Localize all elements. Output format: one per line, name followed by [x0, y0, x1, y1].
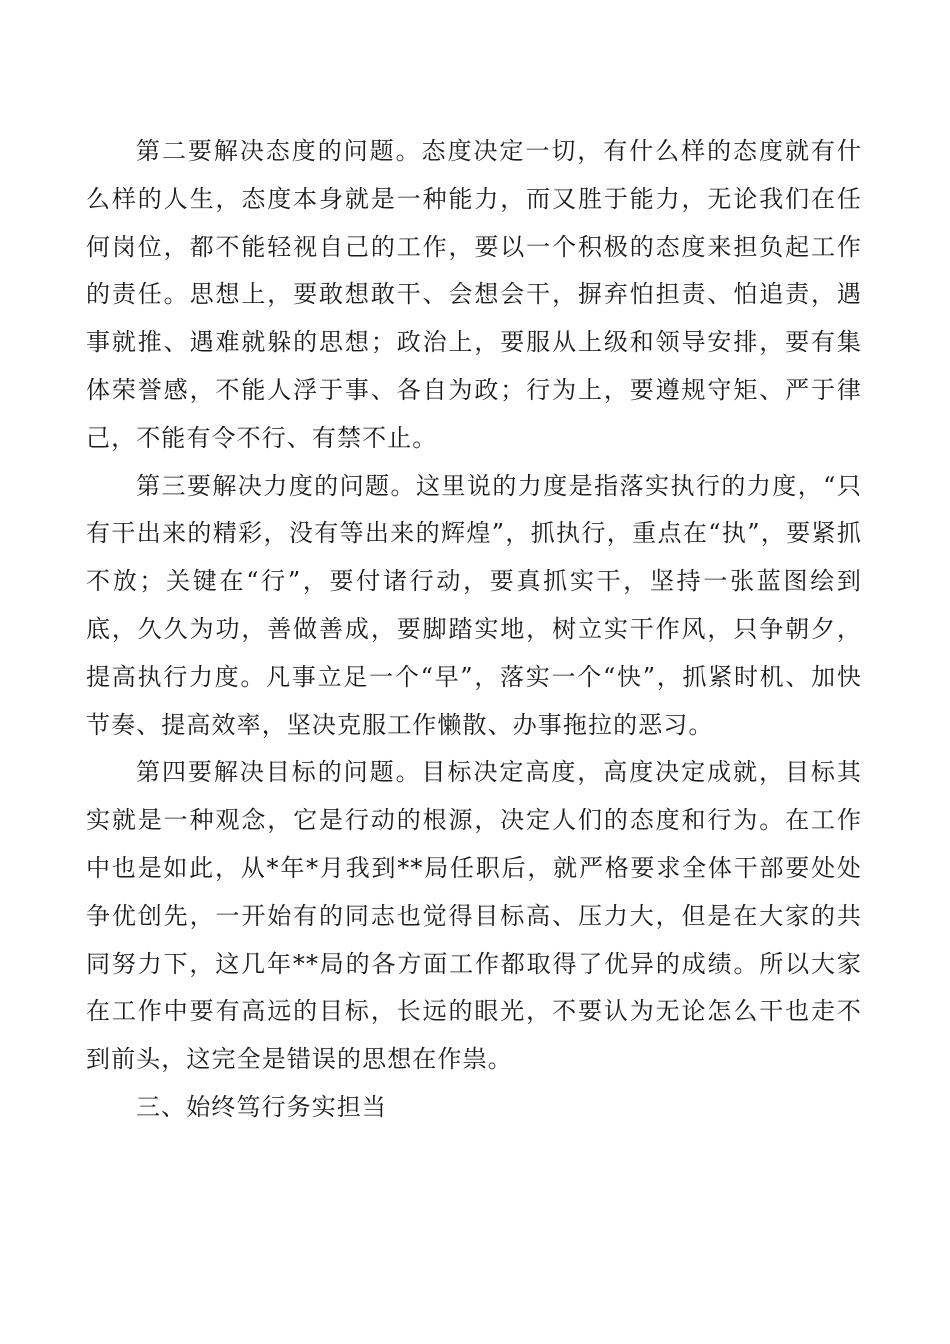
paragraph-strength: 第三要解决力度的问题。这里说的力度是指落实执行的力度，“只有干出来的精彩，没有等出来的辉煌”，抓执行，重点在“执”，要紧抓不放；关键在“行”，要付诸行动，要真抓实干，坚持一张蓝图绘到底，久久为功，善做善成，要脚踏实地，树立实干作风，只争朝夕，提高执行力度。凡事立足一个“早”，落实一个“快”，抓紧时机、加快节奏、提高效率，坚决克服工作懒散、办事拖拉的恶习。 — [86, 471, 862, 739]
paragraph-attitude: 第二要解决态度的问题。态度决定一切，有什么样的态度就有什么样的人生，态度本身就是一种能力，而又胜于能力，无论我们在任何岗位，都不能轻视自己的工作，要以一个积极的态度来担负起工作的责任。思想上，要敢想敢干、会想会干，摒弃怕担责、怕追责，遇事就推、遇难就躲的思想；政治上，要服从上级和领导安排，要有集体荣誉感，不能人浮于事、各自为政；行为上，要遵规守矩、严于律己，不能有令不行、有禁不止。 — [86, 137, 862, 452]
paragraph-goal: 第四要解决目标的问题。目标决定高度，高度决定成就，目标其实就是一种观念，它是行动的根源，决定人们的态度和行为。在工作中也是如此，从*年*月我到**局任职后，就严格要求全体干部要处处争优创先，一开始有的同志也觉得目标高、压力大，但是在大家的共同努力下，这几年**局的各方面工作都取得了优异的成绩。所以大家在工作中要有高远的目标，长远的眼光，不要认为无论怎么干也走不到前头，这完全是错误的思想在作祟。 — [86, 758, 862, 1074]
section-heading: 三、始终笃行务实担当 — [136, 1092, 387, 1121]
document-body — [86, 128, 862, 1132]
